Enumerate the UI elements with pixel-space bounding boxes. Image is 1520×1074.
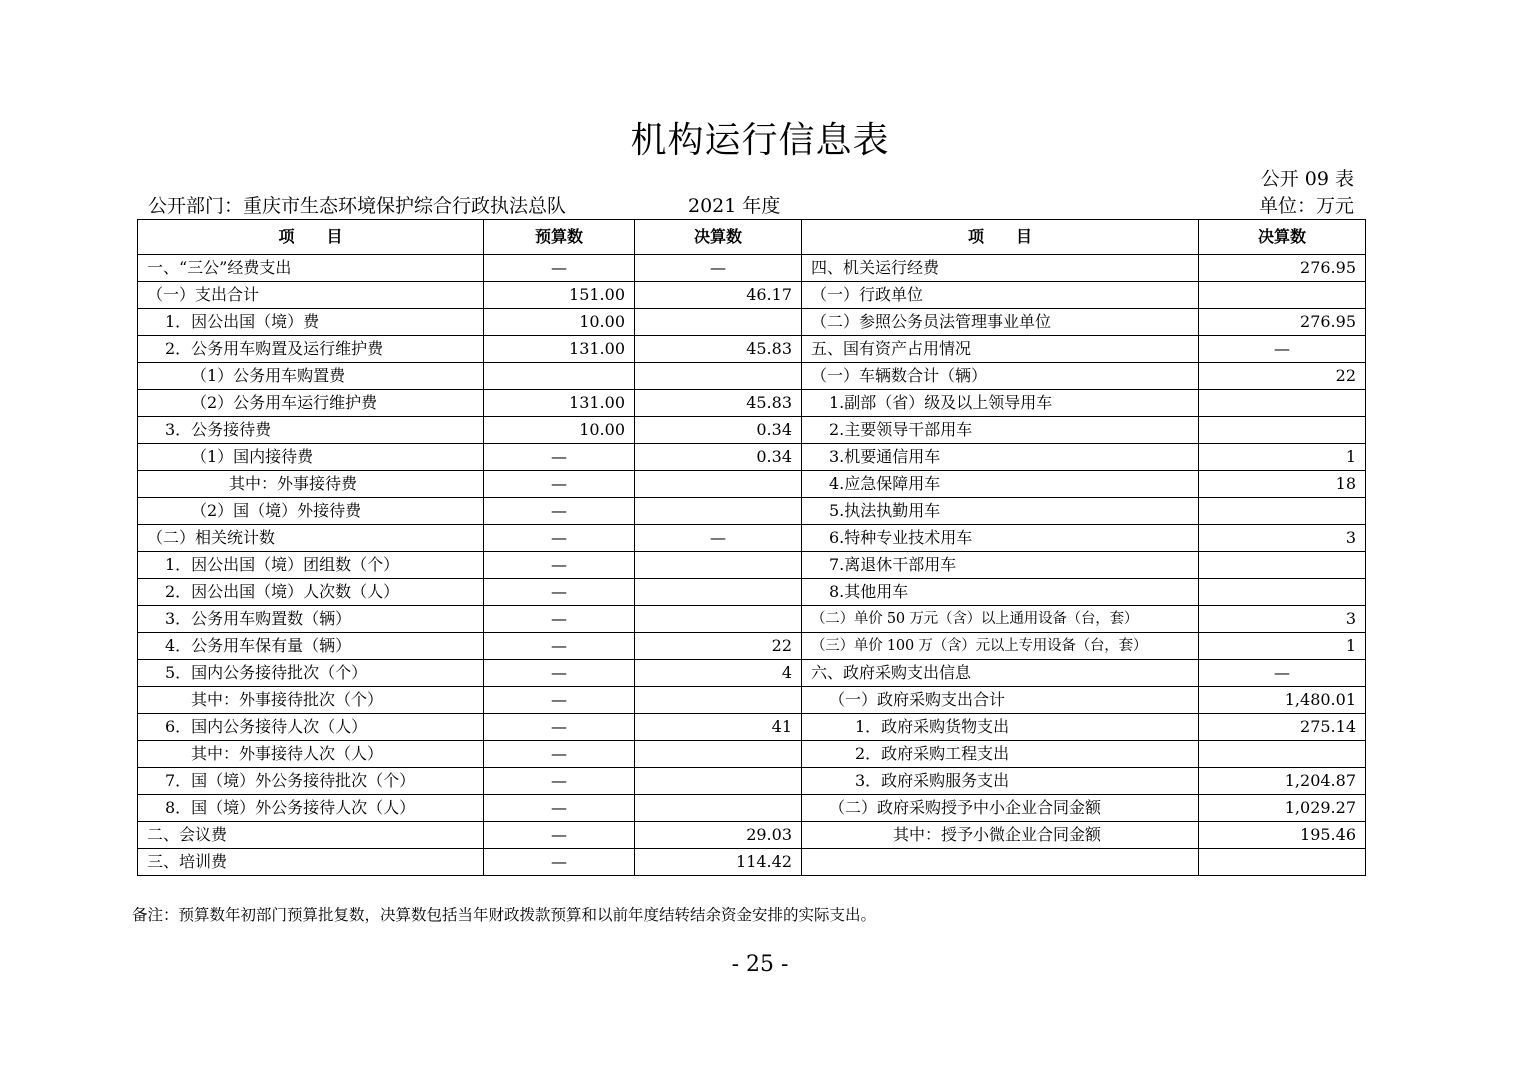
- table-row: [138, 255, 1366, 282]
- final-value-right: 1,029.27: [1199, 795, 1366, 822]
- budget-value: 151.00: [484, 282, 635, 309]
- final-value-right: 22: [1199, 363, 1366, 390]
- final-value-left: [635, 552, 802, 579]
- item-left: 4．公务用车保有量（辆）: [138, 633, 484, 660]
- final-value-right: 3: [1199, 606, 1366, 633]
- table-row: [138, 768, 1366, 795]
- budget-value: —: [484, 660, 635, 687]
- item-right: （二）政府采购授予中小企业合同金额: [802, 795, 1199, 822]
- budget-value: —: [484, 795, 635, 822]
- table-row: [138, 471, 1366, 498]
- final-value-left: 114.42: [635, 849, 802, 876]
- final-value-right: 276.95: [1199, 309, 1366, 336]
- table-row: [138, 714, 1366, 741]
- header-budget: 预算数: [484, 220, 635, 255]
- page-number: - 25 -: [731, 952, 789, 977]
- item-left: 3．公务用车购置数（辆）: [138, 606, 484, 633]
- final-value-right: 1,480.01: [1199, 687, 1366, 714]
- final-value-right: 18: [1199, 471, 1366, 498]
- budget-value: —: [484, 633, 635, 660]
- final-value-right: —: [1199, 660, 1366, 687]
- item-right: 2．政府采购工程支出: [802, 741, 1199, 768]
- budget-value: —: [484, 768, 635, 795]
- final-value-right: 1: [1199, 444, 1366, 471]
- item-left: 其中：外事接待人次（人）: [138, 741, 484, 768]
- final-value-left: [635, 687, 802, 714]
- final-value-left: [635, 741, 802, 768]
- table-row: [138, 363, 1366, 390]
- budget-value: —: [484, 822, 635, 849]
- item-right: （一）政府采购支出合计: [802, 687, 1199, 714]
- final-value-right: [1199, 741, 1366, 768]
- year-label: 2021 年度: [688, 195, 781, 217]
- item-right: （二）单价 50 万元（含）以上通用设备（台，套）: [802, 606, 1199, 633]
- final-value-left: [635, 606, 802, 633]
- final-value-left: 45.83: [635, 336, 802, 363]
- item-left: 二、会议费: [138, 822, 484, 849]
- budget-value: [484, 363, 635, 390]
- item-left: 一、“三公”经费支出: [138, 255, 484, 282]
- final-value-right: [1199, 552, 1366, 579]
- item-left: 其中：外事接待费: [138, 471, 484, 498]
- item-right: （三）单价 100 万（含）元以上专用设备（台，套）: [802, 633, 1199, 660]
- table-row: [138, 282, 1366, 309]
- item-right: 3.机要通信用车: [802, 444, 1199, 471]
- header-item-left: 项 目: [138, 220, 484, 255]
- header-final-left: 决算数: [635, 220, 802, 255]
- item-right: 1．政府采购货物支出: [802, 714, 1199, 741]
- item-left: （1）国内接待费: [138, 444, 484, 471]
- budget-value: —: [484, 741, 635, 768]
- final-value-left: —: [635, 255, 802, 282]
- table-row: [138, 579, 1366, 606]
- table-row: [138, 741, 1366, 768]
- item-left: 三、培训费: [138, 849, 484, 876]
- table-row: [138, 822, 1366, 849]
- budget-value: 10.00: [484, 309, 635, 336]
- item-left: 5．国内公务接待批次（个）: [138, 660, 484, 687]
- final-value-left: [635, 768, 802, 795]
- final-value-right: [1199, 579, 1366, 606]
- final-value-left: [635, 498, 802, 525]
- final-value-right: 275.14: [1199, 714, 1366, 741]
- final-value-right: 276.95: [1199, 255, 1366, 282]
- report-table: [137, 219, 1366, 876]
- final-value-right: 1,204.87: [1199, 768, 1366, 795]
- table-row: [138, 498, 1366, 525]
- item-left: 3．公务接待费: [138, 417, 484, 444]
- header-item-right: 项 目: [802, 220, 1199, 255]
- budget-value: —: [484, 444, 635, 471]
- item-left: 8．国（境）外公务接待人次（人）: [138, 795, 484, 822]
- final-value-left: [635, 795, 802, 822]
- item-right: 8.其他用车: [802, 579, 1199, 606]
- table-row: [138, 336, 1366, 363]
- table-row: [138, 444, 1366, 471]
- item-right: [802, 849, 1199, 876]
- table-row: [138, 849, 1366, 876]
- final-value-left: [635, 471, 802, 498]
- final-value-left: [635, 363, 802, 390]
- item-right: 7.离退休干部用车: [802, 552, 1199, 579]
- budget-value: —: [484, 579, 635, 606]
- item-right: 3．政府采购服务支出: [802, 768, 1199, 795]
- final-value-left: 41: [635, 714, 802, 741]
- final-value-left: [635, 309, 802, 336]
- item-right: 5.执法执勤用车: [802, 498, 1199, 525]
- budget-value: 10.00: [484, 417, 635, 444]
- item-right: 六、政府采购支出信息: [802, 660, 1199, 687]
- budget-value: —: [484, 687, 635, 714]
- item-left: 1．因公出国（境）团组数（个）: [138, 552, 484, 579]
- final-value-right: [1199, 390, 1366, 417]
- table-row: [138, 633, 1366, 660]
- item-left: 6．国内公务接待人次（人）: [138, 714, 484, 741]
- header-row: [138, 220, 1366, 255]
- final-value-right: 1: [1199, 633, 1366, 660]
- item-right: 6.特种专业技术用车: [802, 525, 1199, 552]
- page-title: 机构运行信息表: [630, 120, 890, 161]
- budget-value: —: [484, 498, 635, 525]
- final-value-right: 3: [1199, 525, 1366, 552]
- budget-value: —: [484, 525, 635, 552]
- final-value-left: 46.17: [635, 282, 802, 309]
- item-right: 2.主要领导干部用车: [802, 417, 1199, 444]
- final-value-left: 4: [635, 660, 802, 687]
- final-value-right: [1199, 417, 1366, 444]
- table-row: [138, 552, 1366, 579]
- final-value-right: 195.46: [1199, 822, 1366, 849]
- final-value-left: 0.34: [635, 417, 802, 444]
- final-value-left: 29.03: [635, 822, 802, 849]
- item-right: 其中：授予小微企业合同金额: [802, 822, 1199, 849]
- form-number: 公开 09 表: [1260, 168, 1354, 190]
- budget-value: 131.00: [484, 390, 635, 417]
- footnote: 备注：预算数年初部门预算批复数，决算数包括当年财政拨款预算和以前年度结转结余资金安排的实际支出。: [132, 906, 877, 924]
- table-row: [138, 309, 1366, 336]
- item-right: 1.副部（省）级及以上领导用车: [802, 390, 1199, 417]
- budget-value: —: [484, 471, 635, 498]
- table-row: [138, 525, 1366, 552]
- table-row: [138, 390, 1366, 417]
- item-right: （一）车辆数合计（辆）: [802, 363, 1199, 390]
- item-left: 7．国（境）外公务接待批次（个）: [138, 768, 484, 795]
- item-left: 2．因公出国（境）人次数（人）: [138, 579, 484, 606]
- final-value-left: [635, 579, 802, 606]
- department-label: 公开部门：重庆市生态环境保护综合行政执法总队: [148, 195, 567, 217]
- table-row: [138, 795, 1366, 822]
- final-value-right: [1199, 849, 1366, 876]
- item-left: （二）相关统计数: [138, 525, 484, 552]
- final-value-left: —: [635, 525, 802, 552]
- item-left: 2．公务用车购置及运行维护费: [138, 336, 484, 363]
- budget-value: —: [484, 606, 635, 633]
- final-value-right: —: [1199, 336, 1366, 363]
- final-value-right: [1199, 282, 1366, 309]
- final-value-left: 45.83: [635, 390, 802, 417]
- budget-value: —: [484, 714, 635, 741]
- budget-value: —: [484, 255, 635, 282]
- table-row: [138, 687, 1366, 714]
- item-left: （2）国（境）外接待费: [138, 498, 484, 525]
- table-row: [138, 417, 1366, 444]
- item-right: （一）行政单位: [802, 282, 1199, 309]
- item-left: （2）公务用车运行维护费: [138, 390, 484, 417]
- header-final-right: 决算数: [1199, 220, 1366, 255]
- final-value-left: 0.34: [635, 444, 802, 471]
- final-value-right: [1199, 498, 1366, 525]
- final-value-left: 22: [635, 633, 802, 660]
- table-row: [138, 606, 1366, 633]
- unit-label: 单位：万元: [1258, 195, 1354, 217]
- item-right: 4.应急保障用车: [802, 471, 1199, 498]
- item-right: （二）参照公务员法管理事业单位: [802, 309, 1199, 336]
- item-left: 其中：外事接待批次（个）: [138, 687, 484, 714]
- budget-value: —: [484, 552, 635, 579]
- item-left: 1．因公出国（境）费: [138, 309, 484, 336]
- item-left: （一）支出合计: [138, 282, 484, 309]
- table-row: [138, 660, 1366, 687]
- item-right: 五、国有资产占用情况: [802, 336, 1199, 363]
- budget-value: —: [484, 849, 635, 876]
- budget-value: 131.00: [484, 336, 635, 363]
- item-right: 四、机关运行经费: [802, 255, 1199, 282]
- item-left: （1）公务用车购置费: [138, 363, 484, 390]
